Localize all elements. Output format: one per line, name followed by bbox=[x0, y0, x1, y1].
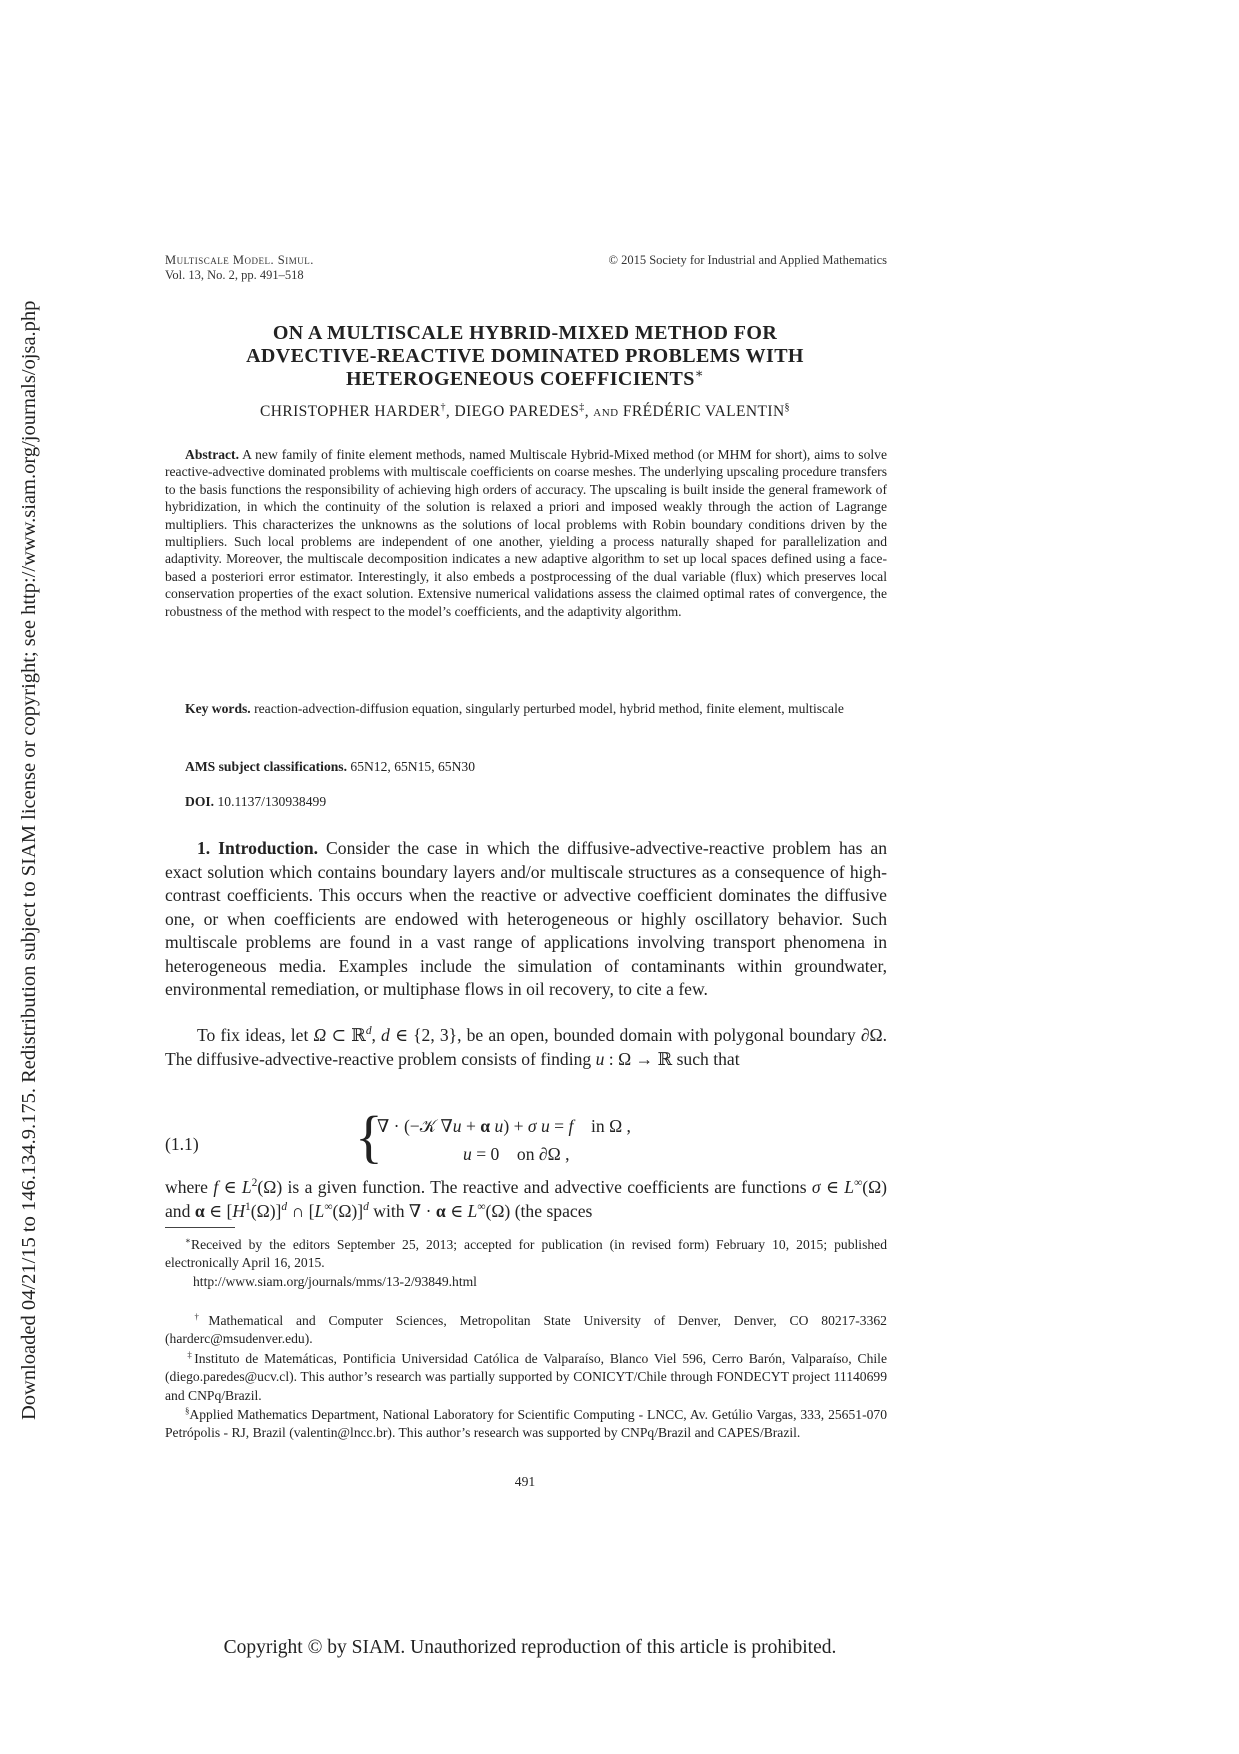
download-notice: Downloaded 04/21/15 to 146.134.9.175. Redistribution subject to SIAM license or copyright; see http://www.siam.org/journals/ojsa.php bbox=[18, 300, 40, 1420]
title-line-3: HETEROGENEOUS COEFFICIENTS bbox=[345, 368, 695, 390]
author-harder: CHRISTOPHER HARDER bbox=[260, 403, 441, 420]
p3-text-c: and bbox=[165, 1200, 191, 1221]
author-mark-1: † bbox=[440, 401, 446, 413]
volume-info: Vol. 13, No. 2, pp. 491–518 bbox=[165, 268, 304, 282]
equation-brace: { bbox=[355, 1104, 383, 1169]
footnote-rule bbox=[165, 1227, 235, 1228]
keywords bbox=[165, 700, 887, 717]
p2-text-b: be an open, bounded domain with polygonal boundary bbox=[466, 1025, 856, 1045]
abstract-label: Abstract. bbox=[185, 447, 239, 462]
p3-text-e: (the spaces bbox=[514, 1200, 593, 1221]
fn4-text: Applied Mathematics Department, National Laboratory for Scientific Computing - LNCC, Av. Getúlio Vargas, 333, 25651-070 Petrópolis - RJ, Brazil (valentin@lncc.br). This author’s research was supported by CNPq/Brazil and CAPES/Brazil. bbox=[165, 1407, 887, 1441]
page-number: 491 bbox=[514, 1474, 536, 1489]
title-footnote-mark: ∗ bbox=[694, 365, 705, 381]
intro-paragraph-1 bbox=[165, 837, 887, 1002]
keywords-label: Key words. bbox=[185, 701, 251, 716]
fn3-mark: ‡ bbox=[185, 1349, 195, 1360]
intro-text-1: Consider the case in which the diffusive-advective-reactive problem has an exact solution which contains boundary layers and/or multiscale structures as a consequence of high-contrast coefficients. This occurs when the reactive or advective coefficient dominates the diffusive one, or when coefficients are endowed with heterogeneous or highly oscillatory behavior. Such multiscale problems are found in a vast range of applications involving transport phenomena in heterogeneous media. Examples include the simulation of contaminants within groundwater, environmental remediation, or multiphase flows in oil recovery, to cite a few. bbox=[165, 838, 887, 999]
ams-text: 65N12, 65N15, 65N30 bbox=[350, 759, 475, 774]
fn1-mark: ∗ bbox=[185, 1235, 192, 1246]
abstract-text: A new family of finite element methods, named Multiscale Hybrid-Mixed method (or MHM for short), aims to solve reactive-advective dominated problems with multiscale coefficients on coarse meshes. The underlying upscaling procedure transfers to the basis functions the responsibility of achieving high orders of accuracy. The upscaling is built inside the general framework of hybridization, in which the continuity of the solution is relaxed a priori and imposed weakly through the action of Lagrange multipliers. This characterizes the unknowns as the solutions of local problems with Robin boundary conditions driven by the multipliers. Such local problems are independent of one another, yielding a process naturally shaped for parallelization and adaptivity. Moreover, the multiscale decomposition indicates a new adaptive algorithm to set up local spaces defined using a face-based a posteriori error estimator. Interestingly, it also embeds a postprocessing of the dual variable (flux) which preserves local conservation properties of the exact solution. Extensive numerical validations assess the claimed optimal rates of convergence, the robustness of the method with respect to the model’s coefficients, and the adaptivity algorithm. bbox=[165, 447, 888, 619]
eq-domain-2: on ∂Ω , bbox=[516, 1144, 570, 1164]
footnote-valentin bbox=[165, 1406, 887, 1443]
author-valentin: FRÉDÉRIC VALENTIN bbox=[622, 403, 785, 420]
footnote-harder bbox=[165, 1312, 887, 1349]
fn4-mark: § bbox=[185, 1405, 190, 1416]
equation-line-2: u = 0 on ∂Ω , bbox=[463, 1144, 570, 1164]
society-notice: © 2015 Society for Industrial and Applied Mathematics bbox=[608, 253, 887, 267]
section-heading: 1. Introduction. bbox=[197, 838, 319, 858]
ams-label: AMS subject classifications. bbox=[185, 759, 347, 774]
intro-paragraph-3: where f ∈ $L^2(\Omega)$ is a given function. The reactive and advective coefficients are functions σ ∈ L∞(Ω) and α ∈ $[H^1(\Omega)]^d$ ∩ $[L^\infty(\Omega)]^d$ with ∇ · α ∈ L∞(Ω) (the spaces bbox=[165, 1177, 888, 1221]
paper-title bbox=[165, 322, 885, 391]
footnote-received bbox=[165, 1236, 887, 1291]
abstract bbox=[165, 446, 887, 620]
equation-number: (1.1) bbox=[165, 1134, 199, 1154]
fn2-text: Mathematical and Computer Sciences, Metropolitan State University of Denver, Denver, CO 80217-3362 (harderc@msudenver.edu). bbox=[165, 1313, 887, 1347]
doi-text: 10.1137/130938499 bbox=[217, 794, 327, 809]
doi bbox=[165, 793, 887, 810]
equation-line-1: ∇ · (−𝒦 ∇u + α u) + σ u = f in Ω , bbox=[377, 1116, 631, 1136]
eq-domain-1: in Ω , bbox=[590, 1116, 631, 1136]
fn1-text: Received by the editors September 25, 2013; accepted for publication (in revised form) February 10, 2015; published electronically April 16, 2015. bbox=[165, 1237, 887, 1271]
title-line-2: ADVECTIVE-REACTIVE DOMINATED PROBLEMS WITH bbox=[246, 345, 804, 367]
fn2-mark: † bbox=[185, 1311, 209, 1322]
author-mark-3: § bbox=[784, 401, 790, 413]
p2-text-a: To fix ideas, let bbox=[197, 1025, 309, 1045]
journal-name: Multiscale Model. Simul. bbox=[165, 253, 314, 267]
author-and: and bbox=[593, 403, 619, 420]
footnote-url[interactable]: http://www.siam.org/journals/mms/13-2/93849.html bbox=[193, 1273, 477, 1289]
footnote-paredes bbox=[165, 1350, 887, 1405]
copyright-notice: Copyright © by SIAM. Unauthorized reproduction of this article is prohibited. bbox=[223, 1637, 837, 1658]
fn3-text: Instituto de Matemáticas, Pontificia Universidad Católica de Valparaíso, Blanco Viel 596, Cerro Barón, Valparaíso, Chile (diego.paredes@ucv.cl). This author’s research was partially supported by CONICYT/Chile through FONDECYT project 11140699 and CNPq/Brazil. bbox=[165, 1351, 887, 1403]
author-paredes: DIEGO PAREDES bbox=[454, 403, 580, 420]
p3-text-d: with bbox=[373, 1200, 405, 1221]
doi-label: DOI. bbox=[185, 794, 215, 809]
ams-classifications bbox=[165, 758, 887, 775]
p3-text-b: is a given function. The reactive and advective coefficients are functions bbox=[287, 1177, 807, 1197]
p3-text-a: where bbox=[165, 1177, 208, 1197]
intro-paragraph-2: To fix ideas, let Ω ⊂ ℝ$^d$, d ∈ {2, 3}, be an open, bounded domain with polygonal boundary ∂Ω. The diffusive-advective-reactive problem consists of finding u : Ω → ℝ such that bbox=[165, 1025, 888, 1069]
author-mark-2: ‡ bbox=[579, 401, 585, 413]
keywords-text: reaction-advection-diffusion equation, singularly perturbed model, hybrid method, finite element, multiscale bbox=[254, 701, 844, 716]
p2-text-d: such that bbox=[676, 1048, 740, 1069]
p2-text-c: . The diffusive-advective-reactive problem consists of finding bbox=[165, 1025, 888, 1069]
journal-header bbox=[165, 253, 314, 283]
author-list: CHRISTOPHER HARDER†, DIEGO PAREDES‡, and FRÉDÉRIC VALENTIN§ bbox=[260, 401, 790, 420]
title-line-1: ON A MULTISCALE HYBRID-MIXED METHOD FOR bbox=[272, 322, 778, 344]
